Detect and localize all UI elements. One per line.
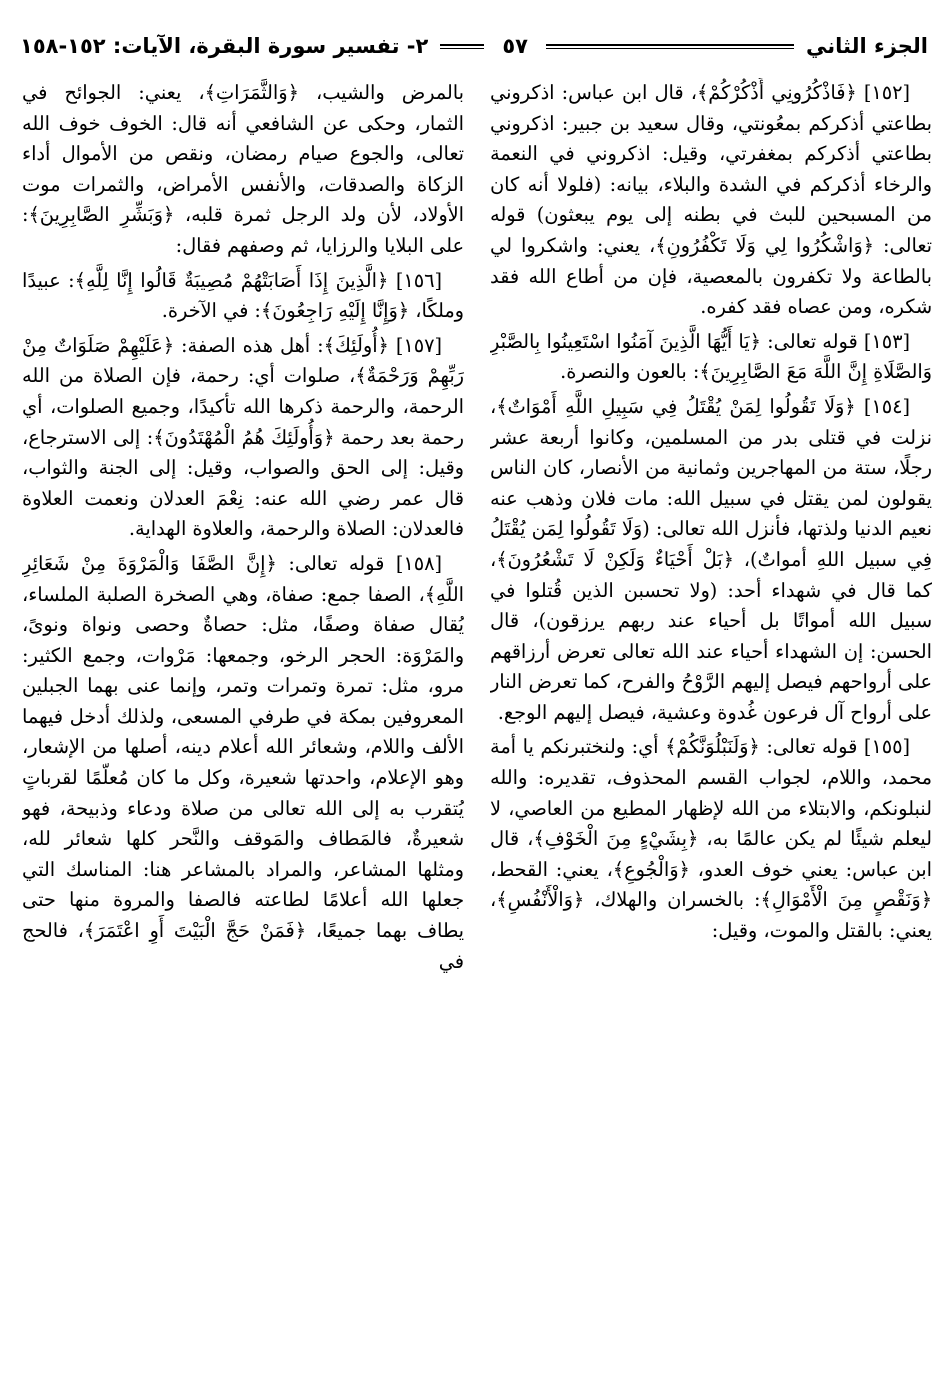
running-header [20, 26, 928, 66]
left-column [22, 78, 464, 1382]
paragraph-153: [١٥٣] قوله تعالى: ﴿يَا أَيُّهَا الَّذِينَ آمَنُوا اسْتَعِينُوا بِالصَّبْرِ وَالصَّلَاةِ إِنَّ اللَّهَ مَعَ الصَّابِرِينَ﴾: بالعون والنصرة. [490, 329, 932, 384]
book-part-label: الجزء الثاني [805, 34, 928, 58]
paragraph-158: [١٥٨] قوله تعالى: ﴿إِنَّ الصَّفَا وَالْمَرْوَةَ مِنْ شَعَائِرِ اللَّهِ﴾، الصفا جمع: صفاة، وهي الصخرة الصلبة الملساء، يُقال صفاة وصفًا، مثل: حصاةٌ وحصى ونواة ونوىً، والمَرْوَة: الحجر الرخو، وجمعها: مَرْوات، وجمع الكثير: مرو، مثل: تمرة وتمرات وتمر، وإنما عنى بهما الجبلين المعروفين بمكة في طرفي المسعى، ولذلك أدخل فيهما الألف واللام، وشعائر الله أعلام دينه، أصلها من الإشعار، وهو الإعلام، واحدتها شعيرة، وكل ما كان مُعلّمًا لقرباتٍ يُتقرب به إلى الله تعالى من صلاة ودعاء وذبيحة، فهو شعيرةٌ، فالمَطاف والمَوقف والنَّحر كلها شعائر لله، ومثلها المشاعر، والمراد بالمشاعر هنا: المناسك التي جعلها الله أعلامًا لطاعته فالصفا والمروة منها حتى يطاف بهما جميعًا، ﴿فَمَنْ حَجَّ الْبَيْتَ أَوِ اعْتَمَرَ﴾، فالحج في [22, 551, 464, 973]
paragraph-155-continued: بالمرض والشيب، ﴿وَالثَّمَرَاتِ﴾، يعني: الجوائح في الثمار، وحكى عن الشافعي أنه قال: الخوف خوف الله تعالى، والجوع صيام رمضان، ونقص من الأموال أداء الزكاة والصدقات، والأنفس الأمراض، والثمرات موت الأولاد، لأن ولد الرجل ثمرة قلبه، ﴿وَبَشِّرِ الصَّابِرِينَ﴾: على البلايا والرزايا، ثم وصفهم فقال: [22, 81, 464, 257]
section-title: ٢- تفسير سورة البقرة، الآيات: ١٥٢-١٥٨ [20, 34, 429, 58]
page-number: ٥٧ [502, 34, 528, 58]
header-rule-short [440, 44, 484, 49]
paragraph-157: [١٥٧] ﴿أُولَئِكَ﴾: أهل هذه الصفة: ﴿عَلَيْهِمْ صَلَوَاتٌ مِنْ رَبِّهِمْ وَرَحْمَةٌ﴾، صلوات أي: رحمة، فإن الصلاة من الله الرحمة، والرحمة ذكرها الله تأكيدًا، وجميع الصلوات، أي رحمة بعد رحمة ﴿وَأُولَئِكَ هُمُ الْمُهْتَدُونَ﴾: إلى الاسترجاع، وقيل: إلى الحق والصواب، وقيل: إلى الجنة والثواب، قال عمر رضي الله عنه: نِعْمَ العدلان ونعمت العلاوة فالعدلان: الصلاة والرحمة، والعلاوة الهداية. [22, 333, 464, 541]
paragraph-155: [١٥٥] قوله تعالى: ﴿وَلَنَبْلُوَنَّكُمْ﴾ أي: ولنختبرنكم يا أمة محمد، واللام، لجواب القسم المحذوف، تقديره: والله لنبلونكم، والابتلاء من الله لإظهار المطيع من العاصي، لا ليعلم شيئًا لم يكن عالمًا به، ﴿بِشَيْءٍ مِنَ الْخَوْفِ﴾، قال ابن عباس: يعني خوف العدو، ﴿وَالْجُوعِ﴾، يعني: القحط، ﴿وَنَقْصٍ مِنَ الْأَمْوَالِ﴾: بالخسران والهلاك، ﴿وَالْأَنْفُسِ﴾، يعني: بالقتل والموت، وقيل: [490, 735, 932, 943]
paragraph-156: [١٥٦] ﴿الَّذِينَ إِذَا أَصَابَتْهُمْ مُصِيبَةٌ قَالُوا إِنَّا لِلَّهِ﴾: عبيدًا وملكًا، ﴿وَإِنَّا إِلَيْهِ رَاجِعُونَ﴾: في الآخرة. [22, 268, 464, 323]
paragraph-154: [١٥٤] ﴿وَلَا تَقُولُوا لِمَنْ يُقْتَلُ فِي سَبِيلِ اللَّهِ أَمْوَاتٌ﴾، نزلت في قتلى بدر من المسلمين، وكانوا أربعة عشر رجلًا، ستة من المهاجرين وثمانية من الأنصار، كان الناس يقولون لمن يقتل في سبيل الله: مات فلان وذهب عنه نعيم الدنيا ولذتها، فأنزل الله تعالى: (وَلَا تَقُولُوا لِمَن يُقْتَلُ فِي سبيل اللهِ أمواتٌ)، ﴿بَلْ أَحْيَاءٌ وَلَكِنْ لَا تَشْعُرُونَ﴾، كما قال في شهداء أحد: (ولا تحسبن الذين قُتلوا في سبيل الله أمواتًا بل أحياء عند ربهم يرزقون)، قال الحسن: إن الشهداء أحياء عند الله تعالى تعرض أرزاقهم على أرواحهم فيصل إليهم الرَّوْحُ والفرح، كما تعرض النار على أرواح آل فرعون غُدوة وعشية، فيصل إليهم الوجع. [490, 394, 932, 724]
header-rule [546, 44, 794, 49]
text-columns [20, 78, 932, 1382]
right-column [490, 78, 932, 1382]
paragraph-152: [١٥٢] ﴿فَاذْكُرُونِي أَذْكُرْكُمْ﴾، قال ابن عباس: اذكروني بطاعتي أذكركم بمعُونتي، وقال سعيد بن جبير: اذكروني بطاعتي أذكركم بمغفرتي، وقيل: اذكروني في النعمة والرخاء أذكركم في الشدة والبلاء، بيانه: (فلولا أنه كان من المسبحين للبث في بطنه إلى يوم يبعثون) قوله تعالى: ﴿وَاشْكُرُوا لِي وَلَا تَكْفُرُونِ﴾، يعني: واشكروا لي بالطاعة ولا تكفرون بالمعصية، فإن من أطاع الله فقد شكره، ومن عصاه فقد كفره. [490, 81, 932, 319]
